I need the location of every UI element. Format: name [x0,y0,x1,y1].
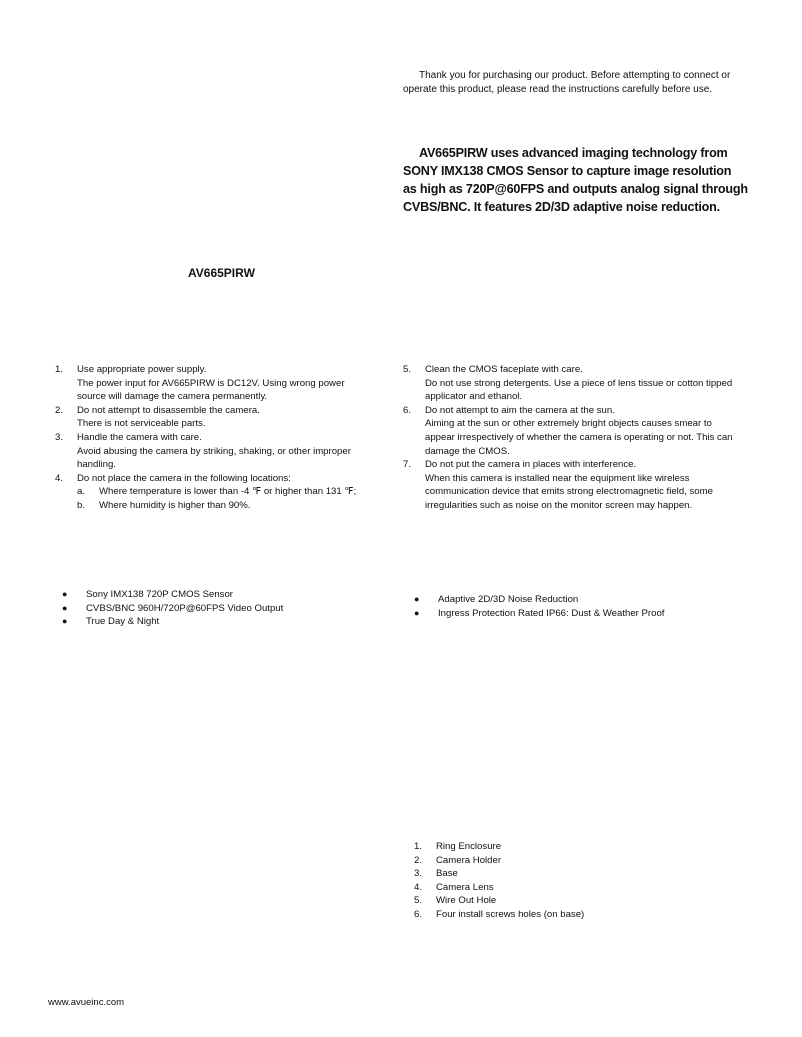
sub-item-text: Where humidity is higher than 90%. [99,499,251,511]
item-title: Do not place the camera in the following locations: [77,472,291,484]
item-number: 1. [55,364,64,375]
footer-url: www.avueinc.com [48,997,125,1008]
product-title: AV665PIRW [188,266,255,280]
part-name: Four install screws holes (on base) [436,908,585,920]
item-title: Do not attempt to disassemble the camera. [77,404,260,416]
item-title: Do not attempt to aim the camera at the sun. [425,404,615,416]
item-detail: Avoid abusing the camera by striking, shaking, or other improper handling. [77,445,351,471]
sub-item-text: Where temperature is lower than -4 ℉ or higher than 131 ℉; [99,486,357,498]
bullet-icon: ● [414,594,420,604]
part-number: 4. [414,881,423,893]
item-detail: Aiming at the sun or other extremely bright objects causes smear to appear irrespectively of whether the camera is operating or not. This can damage the CMOS. [425,418,733,457]
precautions-list-left [55,363,375,513]
features-list-right [414,593,744,620]
feature-item [414,607,744,621]
item-detail: There is not serviceable parts. [77,418,206,430]
features-list-left [62,588,362,629]
part-item [414,894,714,908]
bullet-icon: ● [62,602,68,613]
feature-item [62,615,362,629]
part-item [414,854,714,868]
product-description: AV665PIRW uses advanced imaging technology from SONY IMX138 CMOS Sensor to capture image resolution as high as 720P@60FPS and outputs analog signal through CVBS/BNC. It features 2D/3D adaptive noise reduction. [403,146,748,214]
part-number: 6. [414,908,423,920]
item-number: 2. [55,404,64,416]
list-item [403,458,733,512]
part-name: Ring Enclosure [436,841,502,852]
bullet-icon: ● [62,589,68,599]
part-item [414,908,714,922]
item-title: Use appropriate power supply. [77,364,207,375]
part-number: 2. [414,854,423,866]
part-number: 3. [414,868,423,880]
item-number: 7. [403,459,412,471]
feature-text: Adaptive 2D/3D Noise Reduction [438,594,579,605]
feature-text: Sony IMX138 720P CMOS Sensor [86,589,234,600]
item-title: Handle the camera with care. [77,431,202,443]
part-name: Wire Out Hole [436,895,497,907]
part-name: Camera Lens [436,881,494,893]
part-item [414,881,714,895]
list-item [55,363,375,404]
part-name: Camera Holder [436,854,502,866]
sub-item [77,499,375,513]
item-detail: The power input for AV665PIRW is DC12V. Using wrong power source will damage the camera permanently. [77,377,345,403]
feature-text: Ingress Protection Rated IP66: Dust & Weather Proof [438,607,665,619]
sub-item-letter: b. [77,499,86,511]
feature-item [414,593,744,607]
parts-list [414,840,714,922]
item-title: Do not put the camera in places with interference. [425,459,637,471]
list-item [55,431,375,472]
bullet-icon: ● [62,616,68,627]
item-number: 4. [55,472,64,484]
item-number: 5. [403,364,412,375]
item-detail: When this camera is installed near the equipment like wireless communication device that emits strong electromagnetic field, some irregularities such as noise on the monitor screen may happen. [425,472,713,511]
list-item [55,472,375,513]
bullet-icon: ● [414,607,420,618]
intro-paragraph: Thank you for purchasing our product. Before attempting to connect or operate this product, please read the instructions carefully before use. [403,70,731,95]
sub-item-letter: a. [77,486,86,498]
feature-text: CVBS/BNC 960H/720P@60FPS Video Output [86,602,284,614]
part-number: 5. [414,895,423,907]
feature-item [62,602,362,616]
list-item [403,404,733,458]
feature-text: True Day & Night [86,616,160,628]
part-item [414,840,714,854]
item-number: 6. [403,404,412,416]
sub-item [77,485,375,499]
precautions-list-right [403,363,733,513]
list-item [55,404,375,431]
item-detail: Do not use strong detergents. Use a piece of lens tissue or cotton tipped applicator and ethanol. [425,377,733,403]
part-number: 1. [414,841,423,852]
list-item [403,363,733,404]
part-item [414,867,714,881]
item-title: Clean the CMOS faceplate with care. [425,364,583,375]
part-name: Base [436,868,458,880]
item-number: 3. [55,431,64,443]
feature-item [62,588,362,602]
